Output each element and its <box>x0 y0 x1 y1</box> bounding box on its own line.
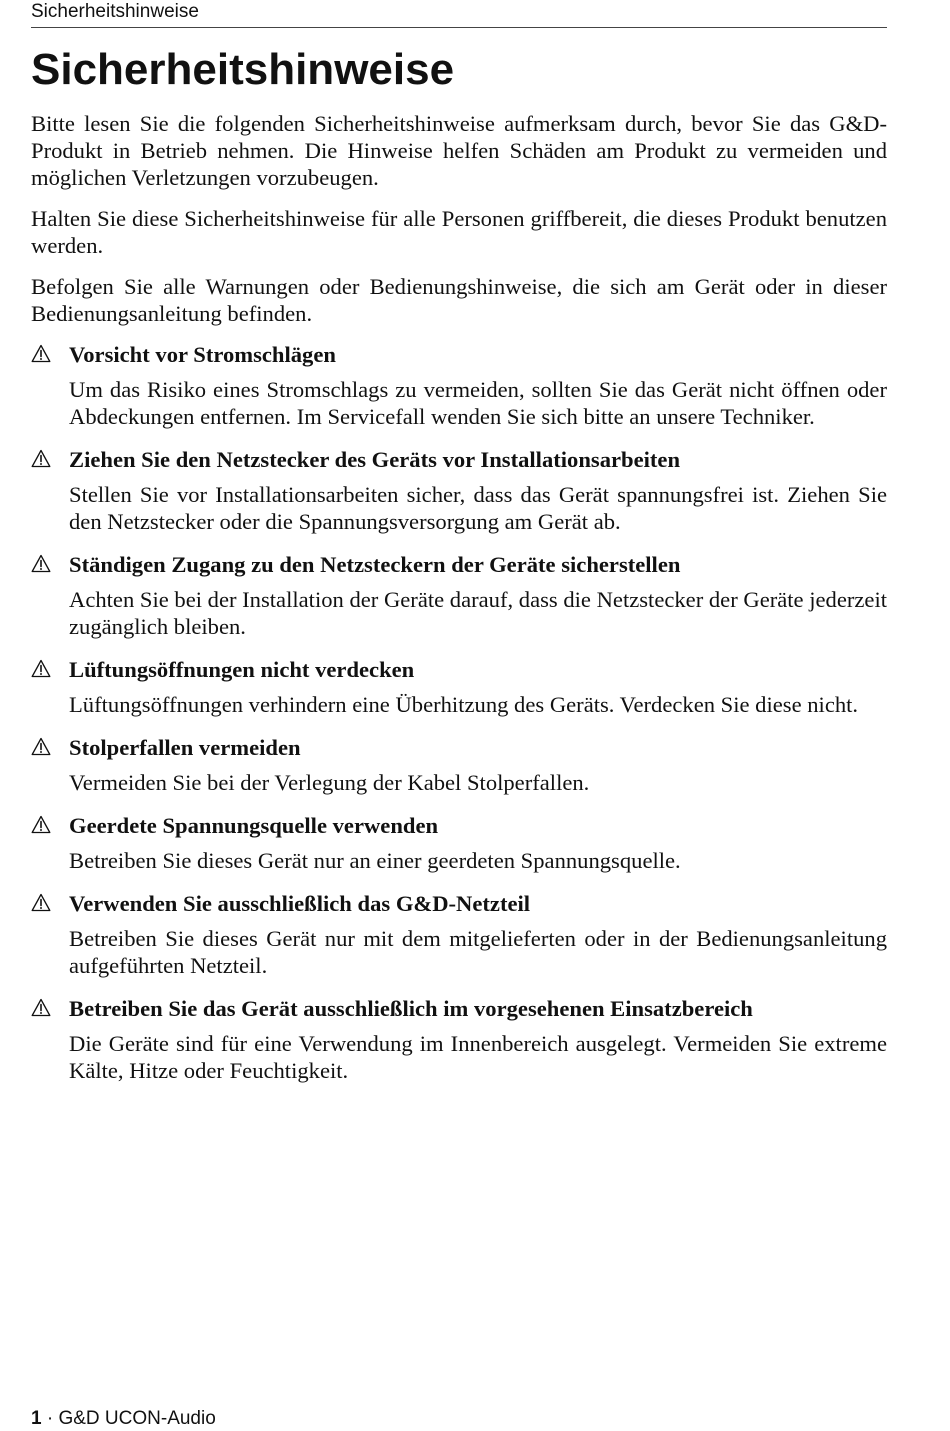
warning-text: Vermeiden Sie bei der Verlegung der Kabel Stolperfallen. <box>69 770 590 795</box>
warning-title: Stolperfallen vermeiden <box>69 735 301 760</box>
warning-triangle-icon <box>31 893 51 912</box>
product-name: G&D UCON-Audio <box>58 1408 216 1429</box>
warning-text: Stellen Sie vor Installationsarbeiten sicher, dass das Gerät spannungsfrei ist. Ziehen Sie den Netzstecker oder die Spannungsversorgung am Gerät ab. <box>69 482 887 534</box>
page-footer <box>31 1407 216 1431</box>
safety-content <box>31 110 887 1100</box>
warning-title: Verwenden Sie ausschließlich das G&D-Netzteil <box>69 891 531 916</box>
warning-triangle-icon <box>31 737 51 756</box>
warning-text: Achten Sie bei der Installation der Geräte darauf, dass die Netzstecker der Geräte jederzeit zugänglich bleiben. <box>69 587 887 639</box>
warning-title: Ziehen Sie den Netzstecker des Geräts vor Installationsarbeiten <box>69 447 681 472</box>
running-header-title: Sicherheitshinweise <box>31 1 199 22</box>
intro-paragraph: Befolgen Sie alle Warnungen oder Bedienungshinweise, die sich am Gerät oder in dieser Bedienungsanleitung befinden. <box>31 274 887 326</box>
warning-triangle-icon <box>31 449 51 468</box>
warning-triangle-icon <box>31 815 51 834</box>
warning-item-electric-shock <box>31 341 887 430</box>
page-title: Sicherheitshinweise <box>31 45 455 94</box>
warning-item-power-supply <box>31 890 887 979</box>
warning-text: Betreiben Sie dieses Gerät nur mit dem mitgelieferten oder in der Bedienungsanleitung aufgeführten Netzteil. <box>69 926 887 978</box>
warning-item-grounded-source <box>31 812 887 874</box>
warning-text: Lüftungsöffnungen verhindern eine Überhitzung des Geräts. Verdecken Sie diese nicht. <box>69 692 859 717</box>
warning-item-operating-area <box>31 995 887 1084</box>
warning-triangle-icon <box>31 659 51 678</box>
page-number: 1 <box>31 1408 42 1429</box>
running-header <box>31 0 887 28</box>
warning-triangle-icon <box>31 998 51 1017</box>
footer-separator: · <box>41 1408 59 1429</box>
warning-item-ventilation <box>31 656 887 718</box>
warning-item-plug-access <box>31 551 887 640</box>
warning-title: Lüftungsöffnungen nicht verdecken <box>69 657 415 682</box>
warning-title: Ständigen Zugang zu den Netzsteckern der Geräte sicherstellen <box>69 552 681 577</box>
warning-triangle-icon <box>31 344 51 363</box>
warning-item-tripping <box>31 734 887 796</box>
warning-title: Betreiben Sie das Gerät ausschließlich im vorgesehenen Einsatzbereich <box>69 996 753 1021</box>
warning-title: Vorsicht vor Stromschlägen <box>69 342 336 367</box>
warning-title: Geerdete Spannungsquelle verwenden <box>69 813 439 838</box>
warning-item-unplug <box>31 446 887 535</box>
warning-text: Betreiben Sie dieses Gerät nur an einer geerdeten Spannungsquelle. <box>69 848 681 873</box>
intro-paragraph: Bitte lesen Sie die folgenden Sicherheitshinweise aufmerksam durch, bevor Sie das G&D-Produkt in Betrieb nehmen. Die Hinweise helfen Schäden am Produkt zu vermeiden und möglichen Verletzungen vorzubeugen. <box>31 111 887 190</box>
warning-text: Die Geräte sind für eine Verwendung im Innenbereich ausgelegt. Vermeiden Sie extreme Kälte, Hitze oder Feuchtigkeit. <box>69 1031 887 1083</box>
warning-text: Um das Risiko eines Stromschlags zu vermeiden, sollten Sie das Gerät nicht öffnen oder Abdeckungen entfernen. Im Servicefall wenden Sie sich bitte an unsere Techniker. <box>69 377 887 429</box>
intro-paragraph: Halten Sie diese Sicherheitshinweise für alle Personen griffbereit, die dieses Produkt benutzen werden. <box>31 206 887 258</box>
warning-triangle-icon <box>31 554 51 573</box>
